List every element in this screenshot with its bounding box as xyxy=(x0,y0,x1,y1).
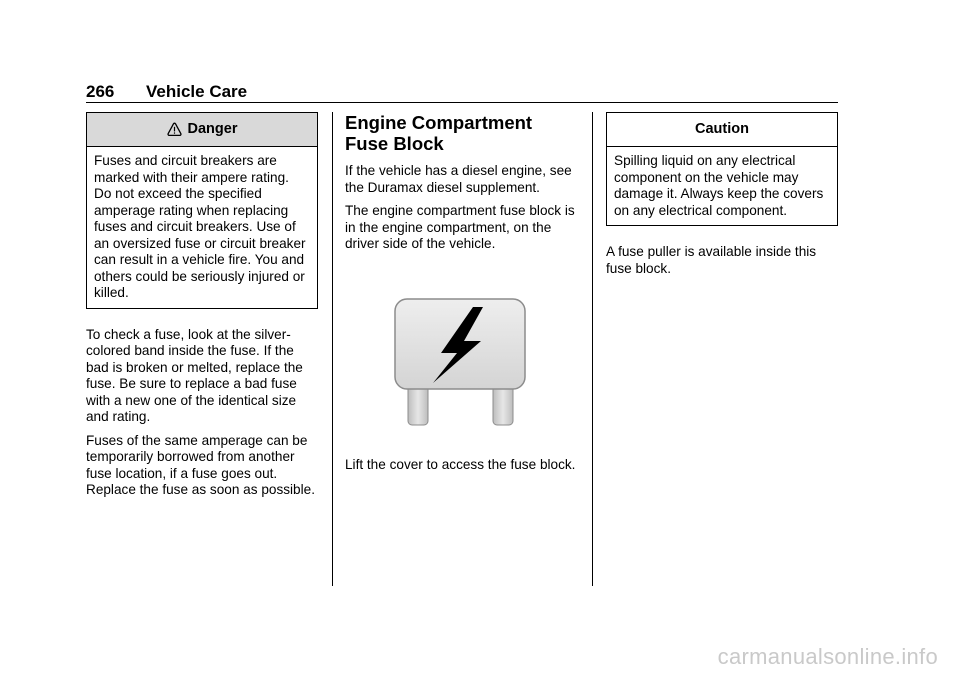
danger-header xyxy=(87,113,317,147)
watermark: carmanualsonline.info xyxy=(717,644,938,669)
section-title: Vehicle Care xyxy=(146,82,248,101)
body-paragraph: The engine compartment fuse block is in the engine compartment, on the driver side of the vehicle. xyxy=(345,203,575,251)
column-right xyxy=(606,112,838,284)
page-header xyxy=(86,82,838,104)
caution-label: Caution xyxy=(695,121,749,138)
page-number: 266 xyxy=(86,82,115,101)
body-paragraph: Fuses of the same amperage can be temporarily borrowed from another fuse location, if a fuse goes out. Replace the fuse as soon as possible. xyxy=(86,432,315,497)
caution-header xyxy=(607,113,837,147)
caution-body xyxy=(607,147,837,225)
column-divider xyxy=(332,112,333,586)
column-left xyxy=(86,112,318,506)
body-paragraph: Lift the cover to access the fuse block. xyxy=(345,456,576,472)
body-paragraph: A fuse puller is available inside this fuse block. xyxy=(606,244,817,276)
fuse-lightning-icon xyxy=(393,297,529,429)
body-paragraph: If the vehicle has a diesel engine, see the Duramax diesel supplement. xyxy=(345,163,572,195)
header-rule xyxy=(86,102,838,103)
danger-body xyxy=(87,147,317,308)
danger-text: Fuses and circuit breakers are marked with their ampere rating. Do not exceed the specified amperage rating when replacing fuses and circuit breakers. Use of an oversized fuse or circuit breaker can result in a vehicle fire. You and others could be seriously injured or killed. xyxy=(94,153,306,300)
column-divider xyxy=(592,112,593,586)
danger-box xyxy=(86,112,318,309)
danger-label: Danger xyxy=(187,121,238,138)
column-middle xyxy=(345,112,580,480)
caution-box xyxy=(606,112,838,226)
fuse-illustration xyxy=(345,267,580,447)
warning-triangle-icon xyxy=(167,122,182,137)
body-paragraph: To check a fuse, look at the silver-colored band inside the fuse. If the bad is broken or melted, replace the fuse. Be sure to replace a bad fuse with a new one of the identical size and rating. xyxy=(86,326,303,424)
section-heading: Engine Compartment Fuse Block xyxy=(345,112,533,154)
caution-text: Spilling liquid on any electrical component on the vehicle may damage it. Always keep the covers on any electrical component. xyxy=(614,153,824,218)
